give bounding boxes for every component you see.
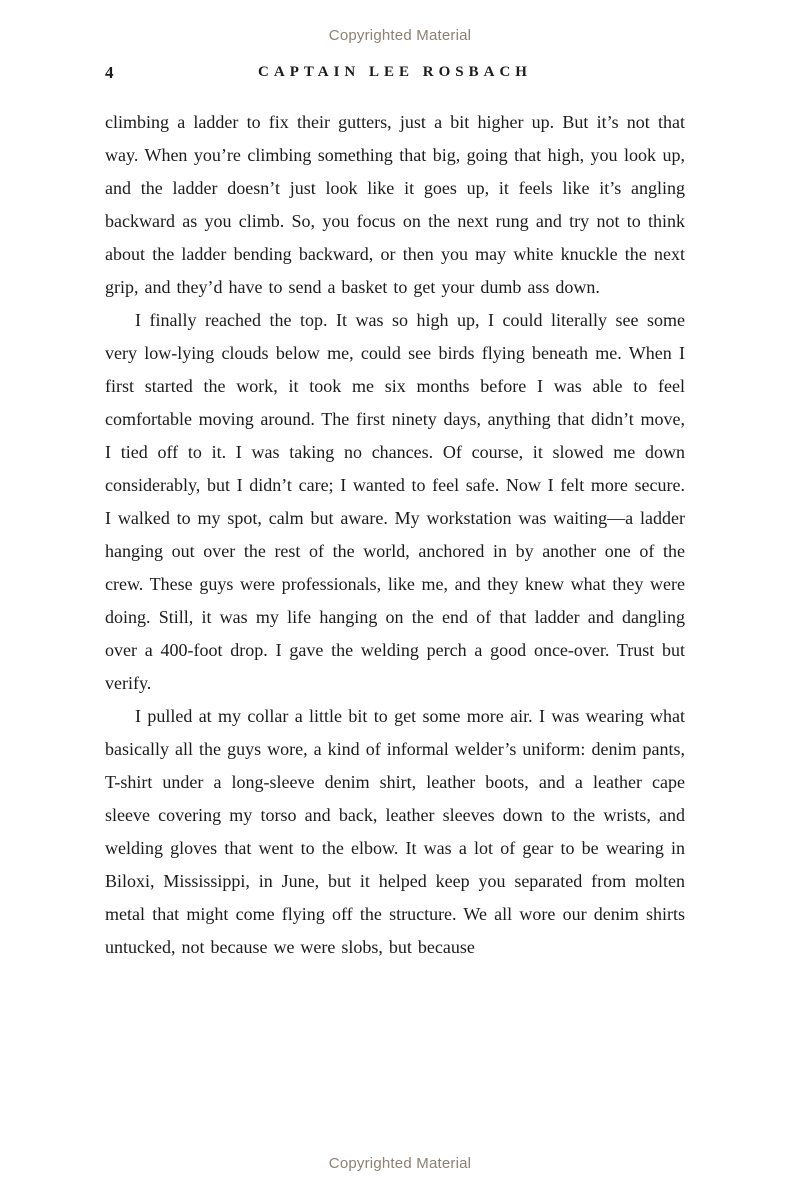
page-number: 4 bbox=[105, 63, 115, 82]
paragraph: I finally reached the top. It was so high up, I could literally see some very low-lying clouds below me, could see birds flying beneath me. When I first started the work, it took me six months before I was able to feel comfortable moving around. The first ninety days, anything that didn’t move, I tied off to it. I was taking no chances. Of course, it slowed me down considerably, but I didn’t care; I wanted to feel safe. Now I felt more secure. I walked to my spot, calm but aware. My workstation was waiting—a ladder hanging out over the rest of the world, anchored in by another one of the crew. These guys were professionals, like me, and they knew what they were doing. Still, it was my life hanging on the end of that ladder and dangling over a 400-foot drop. I gave the welding perch a good once-over. Trust but verify. bbox=[105, 310, 685, 693]
paragraph: climbing a ladder to fix their gutters, just a bit higher up. But it’s not that way. When you’re climbing something that big, going that high, you look up, and the ladder doesn’t just look like it goes up, it feels like it’s angling backward as you climb. So, you focus on the next rung and try not to think about the ladder bending backward, or then you may white knuckle the next grip, and they’d have to send a basket to get your dumb ass down. bbox=[105, 112, 685, 297]
paragraph: I pulled at my collar a little bit to get some more air. I was wearing what basically all the guys wore, a kind of informal welder’s uniform: denim pants, T-shirt under a long-sleeve denim shirt, leather boots, and a leather cape sleeve covering my torso and back, leather sleeves down to the wrists, and welding gloves that went to the elbow. It was a lot of gear to be wearing in Biloxi, Mississippi, in June, but it helped keep you separated from molten metal that might come flying off the structure. We all wore our denim shirts untucked, not because we were slobs, but because bbox=[105, 706, 685, 957]
running-header: CAPTAIN LEE ROSBACH bbox=[258, 64, 532, 80]
copyright-notice-top: Copyrighted Material bbox=[328, 27, 472, 44]
body-text bbox=[105, 106, 685, 964]
copyright-notice-bottom: Copyrighted Material bbox=[328, 1155, 472, 1172]
page-header bbox=[105, 63, 685, 87]
